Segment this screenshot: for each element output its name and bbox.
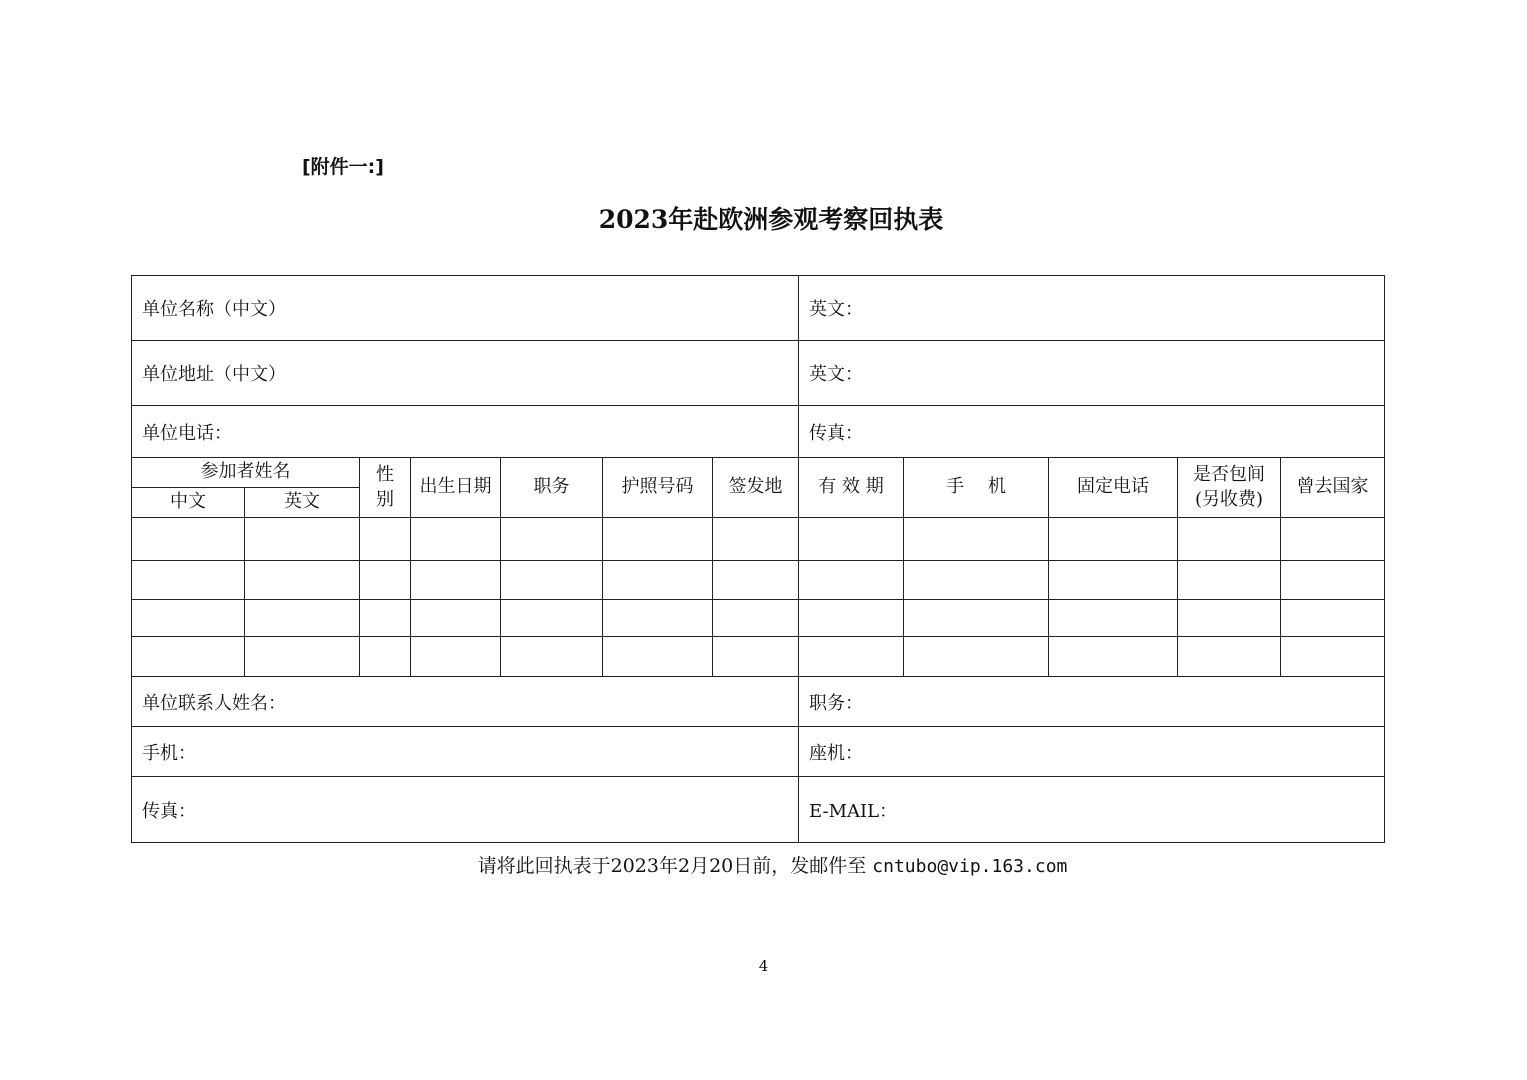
cell[interactable] [1049,561,1178,600]
contact-fax-field[interactable] [132,777,799,843]
participant-row [132,600,1385,637]
cell[interactable] [904,600,1049,637]
receipt-form-table [131,275,1385,843]
cell[interactable] [799,561,904,600]
cell[interactable] [245,600,360,637]
cell[interactable] [1281,561,1385,600]
cell[interactable] [713,600,799,637]
cell[interactable] [1281,637,1385,677]
cell[interactable] [132,637,245,677]
cell[interactable] [501,561,603,600]
cell[interactable] [603,561,713,600]
participant-row [132,637,1385,677]
org-address-en-label: 英文： [809,364,864,385]
position-header: 职务 [501,458,603,518]
contact-landline-label: 座机： [809,742,864,764]
cell[interactable] [904,637,1049,677]
org-address-en-field[interactable] [799,341,1385,406]
org-fax-field[interactable] [799,406,1385,458]
contact-email-label: E-MAIL： [809,800,898,822]
cell[interactable] [1281,518,1385,561]
cell[interactable] [603,600,713,637]
org-phone-row [132,406,1385,458]
contact-fax-label: 传真： [142,800,196,822]
cell[interactable] [411,518,501,561]
org-name-cn-label: 单位名称（中文） [142,299,286,320]
contact-email-field[interactable] [799,777,1385,843]
org-address-row [132,341,1385,406]
contact-position-label: 职务： [809,692,864,714]
cell[interactable] [360,518,411,561]
org-name-en-label: 英文： [809,299,864,320]
validity-header: 有 效 期 [799,458,904,518]
cell[interactable] [411,600,501,637]
submission-email-link[interactable]: cntubo@vip.163.com [872,856,1068,877]
attachment-label: [附件一:] [302,156,384,178]
contact-mobile-field[interactable] [132,727,799,777]
cell[interactable] [713,637,799,677]
cell[interactable] [245,561,360,600]
contact-phone-row [132,727,1385,777]
cell[interactable] [1049,600,1178,637]
submission-note [0,851,1527,878]
cell[interactable] [501,600,603,637]
participant-header-row [132,458,1385,488]
cell[interactable] [245,637,360,677]
cell[interactable] [360,561,411,600]
cell[interactable] [132,600,245,637]
org-phone-label: 单位电话： [142,422,232,444]
cell[interactable] [411,561,501,600]
contact-landline-field[interactable] [799,727,1385,777]
org-fax-label: 传真： [809,422,864,444]
cell[interactable] [1281,600,1385,637]
org-address-cn-label: 单位地址（中文） [142,364,286,385]
cell[interactable] [1178,637,1281,677]
contact-mobile-label: 手机： [142,742,196,764]
cell[interactable] [360,637,411,677]
name-cn-header: 中文 [132,488,245,518]
issue-place-header: 签发地 [713,458,799,518]
cell[interactable] [713,518,799,561]
cell[interactable] [603,637,713,677]
participant-row [132,518,1385,561]
countries-visited-header: 曾去国家 [1281,458,1385,518]
cell[interactable] [799,518,904,561]
cell[interactable] [132,561,245,600]
cell[interactable] [360,600,411,637]
page-number: 4 [758,957,769,975]
participant-name-header: 参加者姓名 [132,458,360,488]
contact-fax-row [132,777,1385,843]
mobile-header: 手 机 [904,458,1049,518]
cell[interactable] [799,600,904,637]
cell[interactable] [1178,600,1281,637]
cell[interactable] [245,518,360,561]
submission-note-text: 请将此回执表于2023年2月20日前，发邮件至 [477,855,867,877]
cell[interactable] [1178,518,1281,561]
contact-name-field[interactable] [132,677,799,727]
cell[interactable] [904,561,1049,600]
gender-header: 性 别 [360,458,411,518]
cell[interactable] [904,518,1049,561]
cell[interactable] [411,637,501,677]
contact-position-field[interactable] [799,677,1385,727]
contact-name-row [132,677,1385,727]
org-phone-field[interactable] [132,406,799,458]
cell[interactable] [1049,637,1178,677]
cell[interactable] [132,518,245,561]
passport-header: 护照号码 [603,458,713,518]
contact-name-label: 单位联系人姓名： [142,692,286,714]
cell[interactable] [603,518,713,561]
landline-header: 固定电话 [1049,458,1178,518]
cell[interactable] [799,637,904,677]
single-room-header: 是否包间 (另收费) [1178,458,1281,518]
org-address-cn-field[interactable] [132,341,799,406]
org-name-en-field[interactable] [799,276,1385,341]
org-name-cn-field[interactable] [132,276,799,341]
form-title: 2023年赴欧洲参观考察回执表 [598,205,944,234]
cell[interactable] [713,561,799,600]
cell[interactable] [501,518,603,561]
name-en-header: 英文 [245,488,360,518]
cell[interactable] [501,637,603,677]
participant-row [132,561,1385,600]
cell[interactable] [1049,518,1178,561]
cell[interactable] [1178,561,1281,600]
org-name-row [132,276,1385,341]
birth-date-header: 出生日期 [411,458,501,518]
